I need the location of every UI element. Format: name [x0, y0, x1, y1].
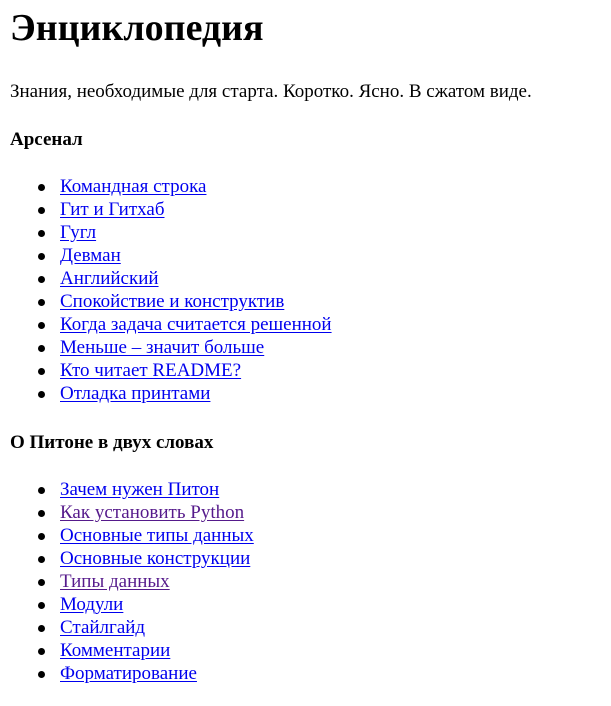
list-item [60, 244, 601, 267]
link-list-python [10, 478, 601, 685]
list-item [60, 524, 601, 547]
link-basic-constructs[interactable]: Основные конструкции [60, 548, 251, 569]
list-item [60, 593, 601, 616]
bullet-icon [38, 487, 45, 494]
link-formatting[interactable]: Форматирование [60, 663, 197, 684]
link-print-debugging[interactable]: Отладка принтами [60, 383, 211, 404]
bullet-icon [38, 230, 45, 237]
list-item [60, 382, 601, 405]
list-item [60, 662, 601, 685]
link-devman[interactable]: Девман [60, 245, 121, 266]
list-item [60, 198, 601, 221]
link-comments[interactable]: Комментарии [60, 640, 171, 661]
link-styleguide[interactable]: Стайлгайд [60, 617, 146, 638]
link-basic-data-types[interactable]: Основные типы данных [60, 525, 254, 546]
bullet-icon [38, 648, 45, 655]
link-readme[interactable]: Кто читает README? [60, 360, 242, 381]
bullet-icon [38, 579, 45, 586]
bullet-icon [38, 510, 45, 517]
link-data-types[interactable]: Типы данных [60, 571, 170, 592]
list-item [60, 639, 601, 662]
bullet-icon [38, 625, 45, 632]
bullet-icon [38, 345, 45, 352]
bullet-icon [38, 253, 45, 260]
list-item [60, 359, 601, 382]
page [0, 6, 611, 685]
page-lead: Знания, необходимые для старта. Коротко. Ясно. В сжатом виде. [10, 81, 532, 102]
link-command-line[interactable]: Командная строка [60, 176, 207, 197]
bullet-icon [38, 368, 45, 375]
link-modules[interactable]: Модули [60, 594, 124, 615]
list-item [60, 501, 601, 524]
link-less-is-more[interactable]: Меньше – значит больше [60, 337, 265, 358]
bullet-icon [38, 556, 45, 563]
page-title: Энциклопедия [10, 7, 264, 49]
list-item [60, 547, 601, 570]
bullet-icon [38, 299, 45, 306]
link-calm-constructive[interactable]: Спокойствие и конструктив [60, 291, 285, 312]
link-list-arsenal [10, 175, 601, 405]
link-english[interactable]: Английский [60, 268, 159, 289]
bullet-icon [38, 184, 45, 191]
section-title-python: О Питоне в двух словах [10, 432, 214, 453]
bullet-icon [38, 391, 45, 398]
link-google[interactable]: Гугл [60, 222, 97, 243]
list-item [60, 175, 601, 198]
section-title-arsenal: Арсенал [10, 129, 83, 150]
list-item [60, 570, 601, 593]
bullet-icon [38, 671, 45, 678]
link-task-done[interactable]: Когда задача считается решенной [60, 314, 332, 335]
list-item [60, 267, 601, 290]
bullet-icon [38, 533, 45, 540]
link-git-github[interactable]: Гит и Гитхаб [60, 199, 165, 220]
bullet-icon [38, 276, 45, 283]
list-item [60, 336, 601, 359]
link-why-python[interactable]: Зачем нужен Питон [60, 479, 220, 500]
bullet-icon [38, 207, 45, 214]
link-install-python[interactable]: Как установить Python [60, 502, 245, 523]
bullet-icon [38, 602, 45, 609]
list-item [60, 616, 601, 639]
list-item [60, 290, 601, 313]
list-item [60, 221, 601, 244]
list-item [60, 313, 601, 336]
list-item [60, 478, 601, 501]
bullet-icon [38, 322, 45, 329]
